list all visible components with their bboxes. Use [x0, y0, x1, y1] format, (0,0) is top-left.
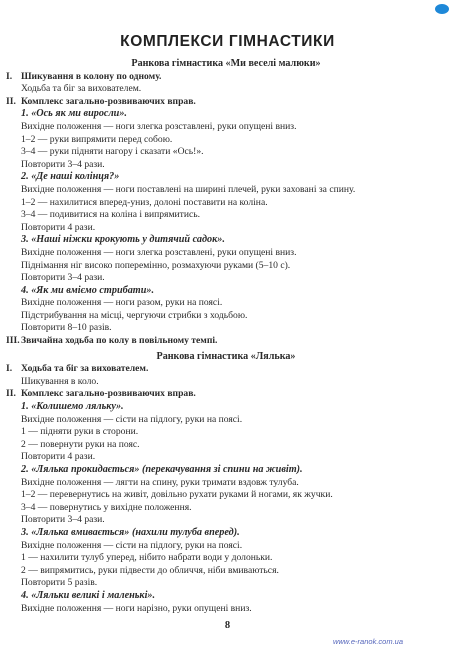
roman-numeral: II.	[6, 388, 16, 400]
section-heading	[6, 96, 446, 109]
section-heading	[6, 363, 446, 376]
body-line: Вихідне положення — ноги злегка розставлені, руки опущені вниз.	[21, 120, 297, 132]
heading-text: Шикування в колону по одному.	[21, 70, 162, 82]
page-title: КОМПЛЕКСИ ГІМНАСТИКИ	[120, 33, 335, 50]
exercise-title: 2. «Де наші колінця?»	[21, 171, 120, 183]
publisher-logo-icon	[435, 4, 449, 14]
heading-text: Ходьба та біг за вихователем.	[21, 363, 149, 375]
body-line: Повторити 3–4 рази.	[21, 272, 105, 284]
heading-text: Комплекс загально-розвиваючих вправ.	[21, 388, 196, 400]
section-heading	[6, 388, 446, 401]
body-line: 1–2 — нахилитися вперед-униз, долоні поставити на коліна.	[21, 196, 268, 208]
exercise-title: 1. «Колишемо ляльку».	[21, 401, 124, 413]
exercise-title: 3. «Наші ніжки крокують у дитячий садок».	[21, 234, 225, 246]
body-line: Вихідне положення — ноги злегка розставлені, руки опущені вниз.	[21, 246, 297, 258]
body-line: Вихідне положення — ноги поставлені на ширині плечей, руки заховані за спину.	[21, 183, 356, 195]
exercise-title: 4. «Ляльки великі і маленькі».	[21, 589, 156, 601]
body-line: Вихідне положення — ноги разом, руки на поясі.	[21, 297, 223, 309]
exercise-title: 4. «Як ми вміємо стрибати».	[21, 284, 155, 296]
body-line: Повторити 4 рази.	[21, 221, 96, 233]
body-line: Повторити 5 разів.	[21, 577, 98, 589]
roman-numeral: I.	[6, 70, 13, 82]
body-line: 3–4 — руки підняти нагору і сказати «Ось!».	[21, 146, 204, 158]
body-line: 2 — повернути руки на пояс.	[21, 438, 140, 450]
publisher-url: www.e-ranok.com.ua	[332, 637, 403, 646]
exercise-title: 1. «Ось як ми виросли».	[21, 108, 127, 120]
roman-numeral: I.	[6, 363, 13, 375]
body-line: 1–2 — руки випрямити перед собою.	[21, 133, 173, 145]
heading-text: Комплекс загально-розвиваючих вправ.	[21, 95, 196, 107]
body-line: Повторити 4 рази.	[21, 451, 96, 463]
body-line: Повторити 3–4 рази.	[21, 158, 105, 170]
body-line: Вихідне положення — сісти на підлогу, руки на поясі.	[21, 413, 243, 425]
roman-numeral: II.	[6, 95, 16, 107]
body-line: Ходьба та біг за вихователем.	[21, 83, 142, 95]
body-line: 3–4 — подивитися на коліна і випрямитись.	[21, 209, 201, 221]
body-line: 2 — випрямитись, руки підвести до обличчя, ніби вмиваються.	[21, 564, 279, 576]
exercise-title: 3. «Лялька вмивається» (нахили тулуба вперед).	[21, 526, 240, 538]
page-number: 8	[224, 620, 231, 631]
section-heading	[6, 335, 446, 348]
section-subtitle: Ранкова гімнастика «Лялька»	[156, 350, 296, 362]
document-body	[6, 58, 446, 615]
heading-text: Звичайна ходьба по колу в повільному темпі.	[21, 335, 218, 347]
section-heading	[6, 71, 446, 84]
roman-numeral: III.	[6, 335, 20, 347]
body-line: 1 — підняти руки в сторони.	[21, 426, 139, 438]
body-line: Повторити 3–4 рази.	[21, 514, 105, 526]
section-subtitle: Ранкова гімнастика «Ми веселі малюки»	[131, 58, 321, 69]
body-line: Вихідне положення — лягти на спину, руки тримати вздовж тулуба.	[21, 476, 299, 488]
body-line: 1–2 — перевернутись на живіт, довільно рухати руками й ногами, як жучки.	[21, 489, 333, 501]
exercise-title: 2. «Лялька прокидається» (перекачування зі спини на живіт).	[21, 464, 303, 475]
body-line: 1 — нахилити тулуб уперед, нібито набрати води у долоньки.	[21, 552, 273, 564]
body-line: Вихідне положення — ноги нарізно, руки опущені вниз.	[21, 602, 252, 614]
body-line: Шикування в коло.	[21, 375, 99, 387]
body-line: Повторити 8–10 разів.	[21, 322, 112, 334]
body-line: Вихідне положення — сісти на підлогу, руки на поясі.	[21, 539, 243, 551]
body-line: Піднімання ніг високо поперемінно, розмахуючи руками (5–10 с).	[21, 259, 291, 271]
body-line: 3–4 — повернутись у вихідне положення.	[21, 501, 192, 513]
body-line: Підстрибування на місці, чергуючи стрибки з ходьбою.	[21, 309, 248, 321]
